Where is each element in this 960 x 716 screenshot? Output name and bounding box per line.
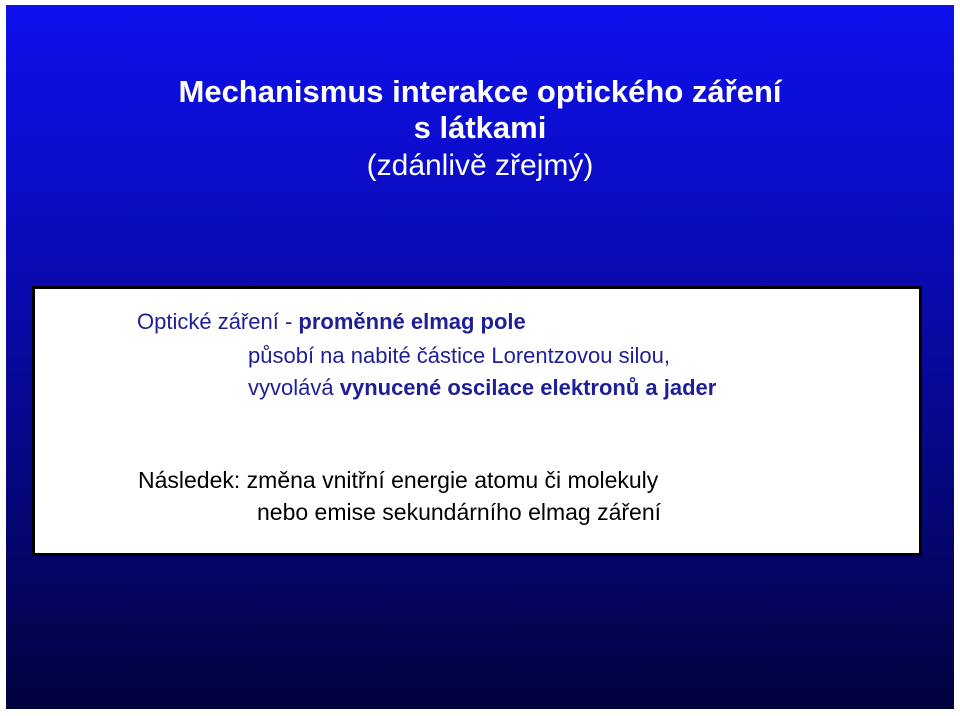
slide-title	[0, 74, 960, 186]
content-line-4: Následek: změna vnitřní energie atomu či molekuly	[138, 467, 659, 493]
content-line-3-bold: vynucené oscilace elektronů a jader	[339, 375, 717, 400]
title-subtitle: (zdánlivě zřejmý)	[366, 149, 594, 182]
content-line-1	[137, 309, 526, 335]
content-line-1-bold: proměnné elmag pole	[298, 309, 526, 334]
content-line-3-text: vyvolává	[248, 375, 340, 400]
content-line-3	[248, 375, 716, 401]
title-line-2: s látkami	[413, 110, 547, 145]
title-line-1: Mechanismus interakce optického záření	[178, 74, 782, 109]
content-line-2: působí na nabité částice Lorentzovou silou,	[248, 343, 670, 368]
content-line-1-text: Optické záření -	[137, 309, 299, 334]
content-box	[32, 286, 922, 556]
content-line-5: nebo emise sekundárního elmag záření	[257, 499, 662, 525]
